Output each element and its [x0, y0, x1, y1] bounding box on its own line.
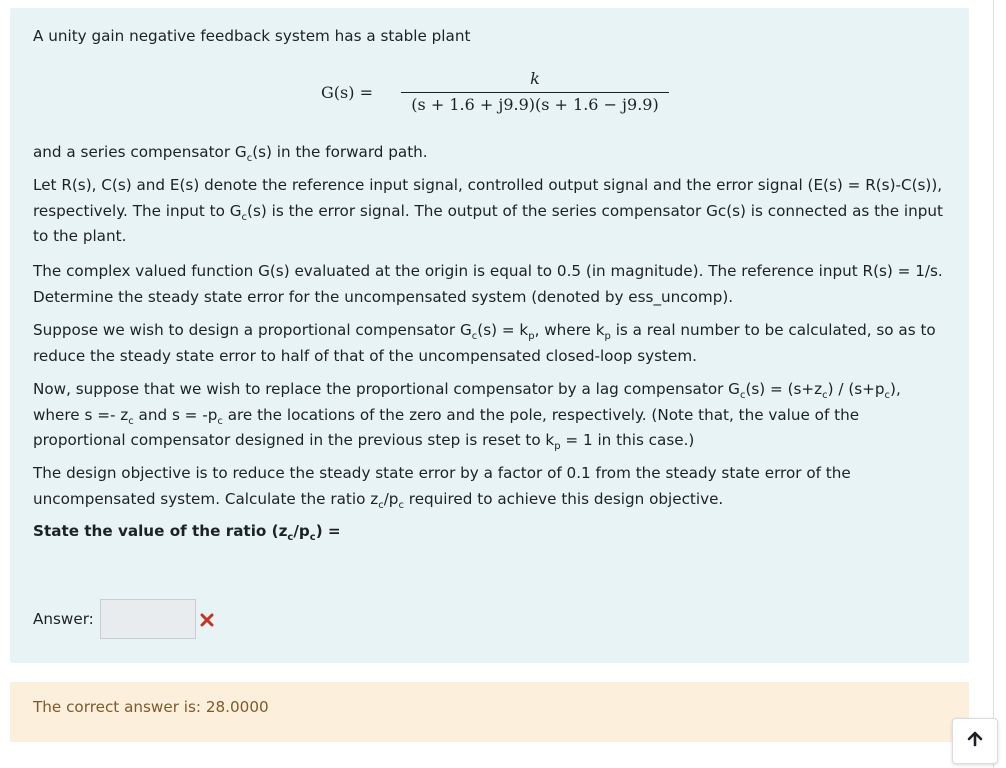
paragraph-proportional: Suppose we wish to design a proportional compensator $G_c(s) = k_p$, where $k_p$ is a real number to be calculated, so as to reduce the steady state error to half of that of the uncompensated closed-loop system. — [33, 321, 936, 365]
formula-lhs: G(s) = — [321, 83, 373, 102]
paragraph-objective: The design objective is to reduce the steady state error by a factor of 0.1 from the steady state error of the uncompensated system. Calculate the ratio $z_c/p_c$ required to achieve this design objective. — [33, 464, 851, 511]
formula-fraction — [401, 68, 669, 115]
cross-icon — [200, 612, 214, 626]
question-panel — [10, 8, 969, 663]
formula-numerator: k — [530, 69, 540, 88]
paragraph-uncompensated: The complex valued function G(s) evaluated at the origin is equal to 0.5 (in magnitude). The reference input R(s) = 1/s. Determine the steady state error for the uncompensated system (denoted by ess_uncomp). — [33, 262, 943, 306]
fraction-bar — [401, 92, 669, 93]
question-intro: A unity gain negative feedback system has a stable plant — [33, 27, 471, 45]
answer-input[interactable] — [100, 599, 196, 639]
answer-row — [33, 598, 214, 640]
paragraph-prompt: State the value of the ratio $(z_c/p_c)$ = — [33, 522, 341, 544]
answer-label: Answer: — [33, 610, 94, 628]
formula-denominator: (s + 1.6 + j9.9)(s + 1.6 − j9.9) — [411, 95, 659, 114]
scroll-to-top-button[interactable] — [952, 718, 998, 764]
paragraph-lag: Now, suppose that we wish to replace the proportional compensator by a lag compensator $G_c(s) = (s+z_c) / (s+p_c)$, where $s =- z_c$ and $s = -p_c$ are the locations of the zero and the pole, respectively. (Note that, the value of the proportional compensator designed in the previous step is reset to $k_p = 1$ in this case.) — [33, 380, 901, 453]
paragraph-signals: Let R(s), C(s) and E(s) denote the reference input signal, controlled output signal and the error signal (E(s) = R(s)-C(s)), respectively. The input to $G_c(s)$ is the error signal. The output of the series compensator Gc(s) is connected as the input to the plant. — [33, 176, 943, 245]
paragraph-compensator: and a series compensator $G_c(s)$ in the forward path. — [33, 143, 428, 165]
correct-answer-text: The correct answer is: 28.0000 — [33, 698, 269, 716]
page-edge-divider — [993, 0, 994, 768]
arrow-up-icon — [967, 731, 983, 751]
feedback-panel — [10, 682, 969, 742]
